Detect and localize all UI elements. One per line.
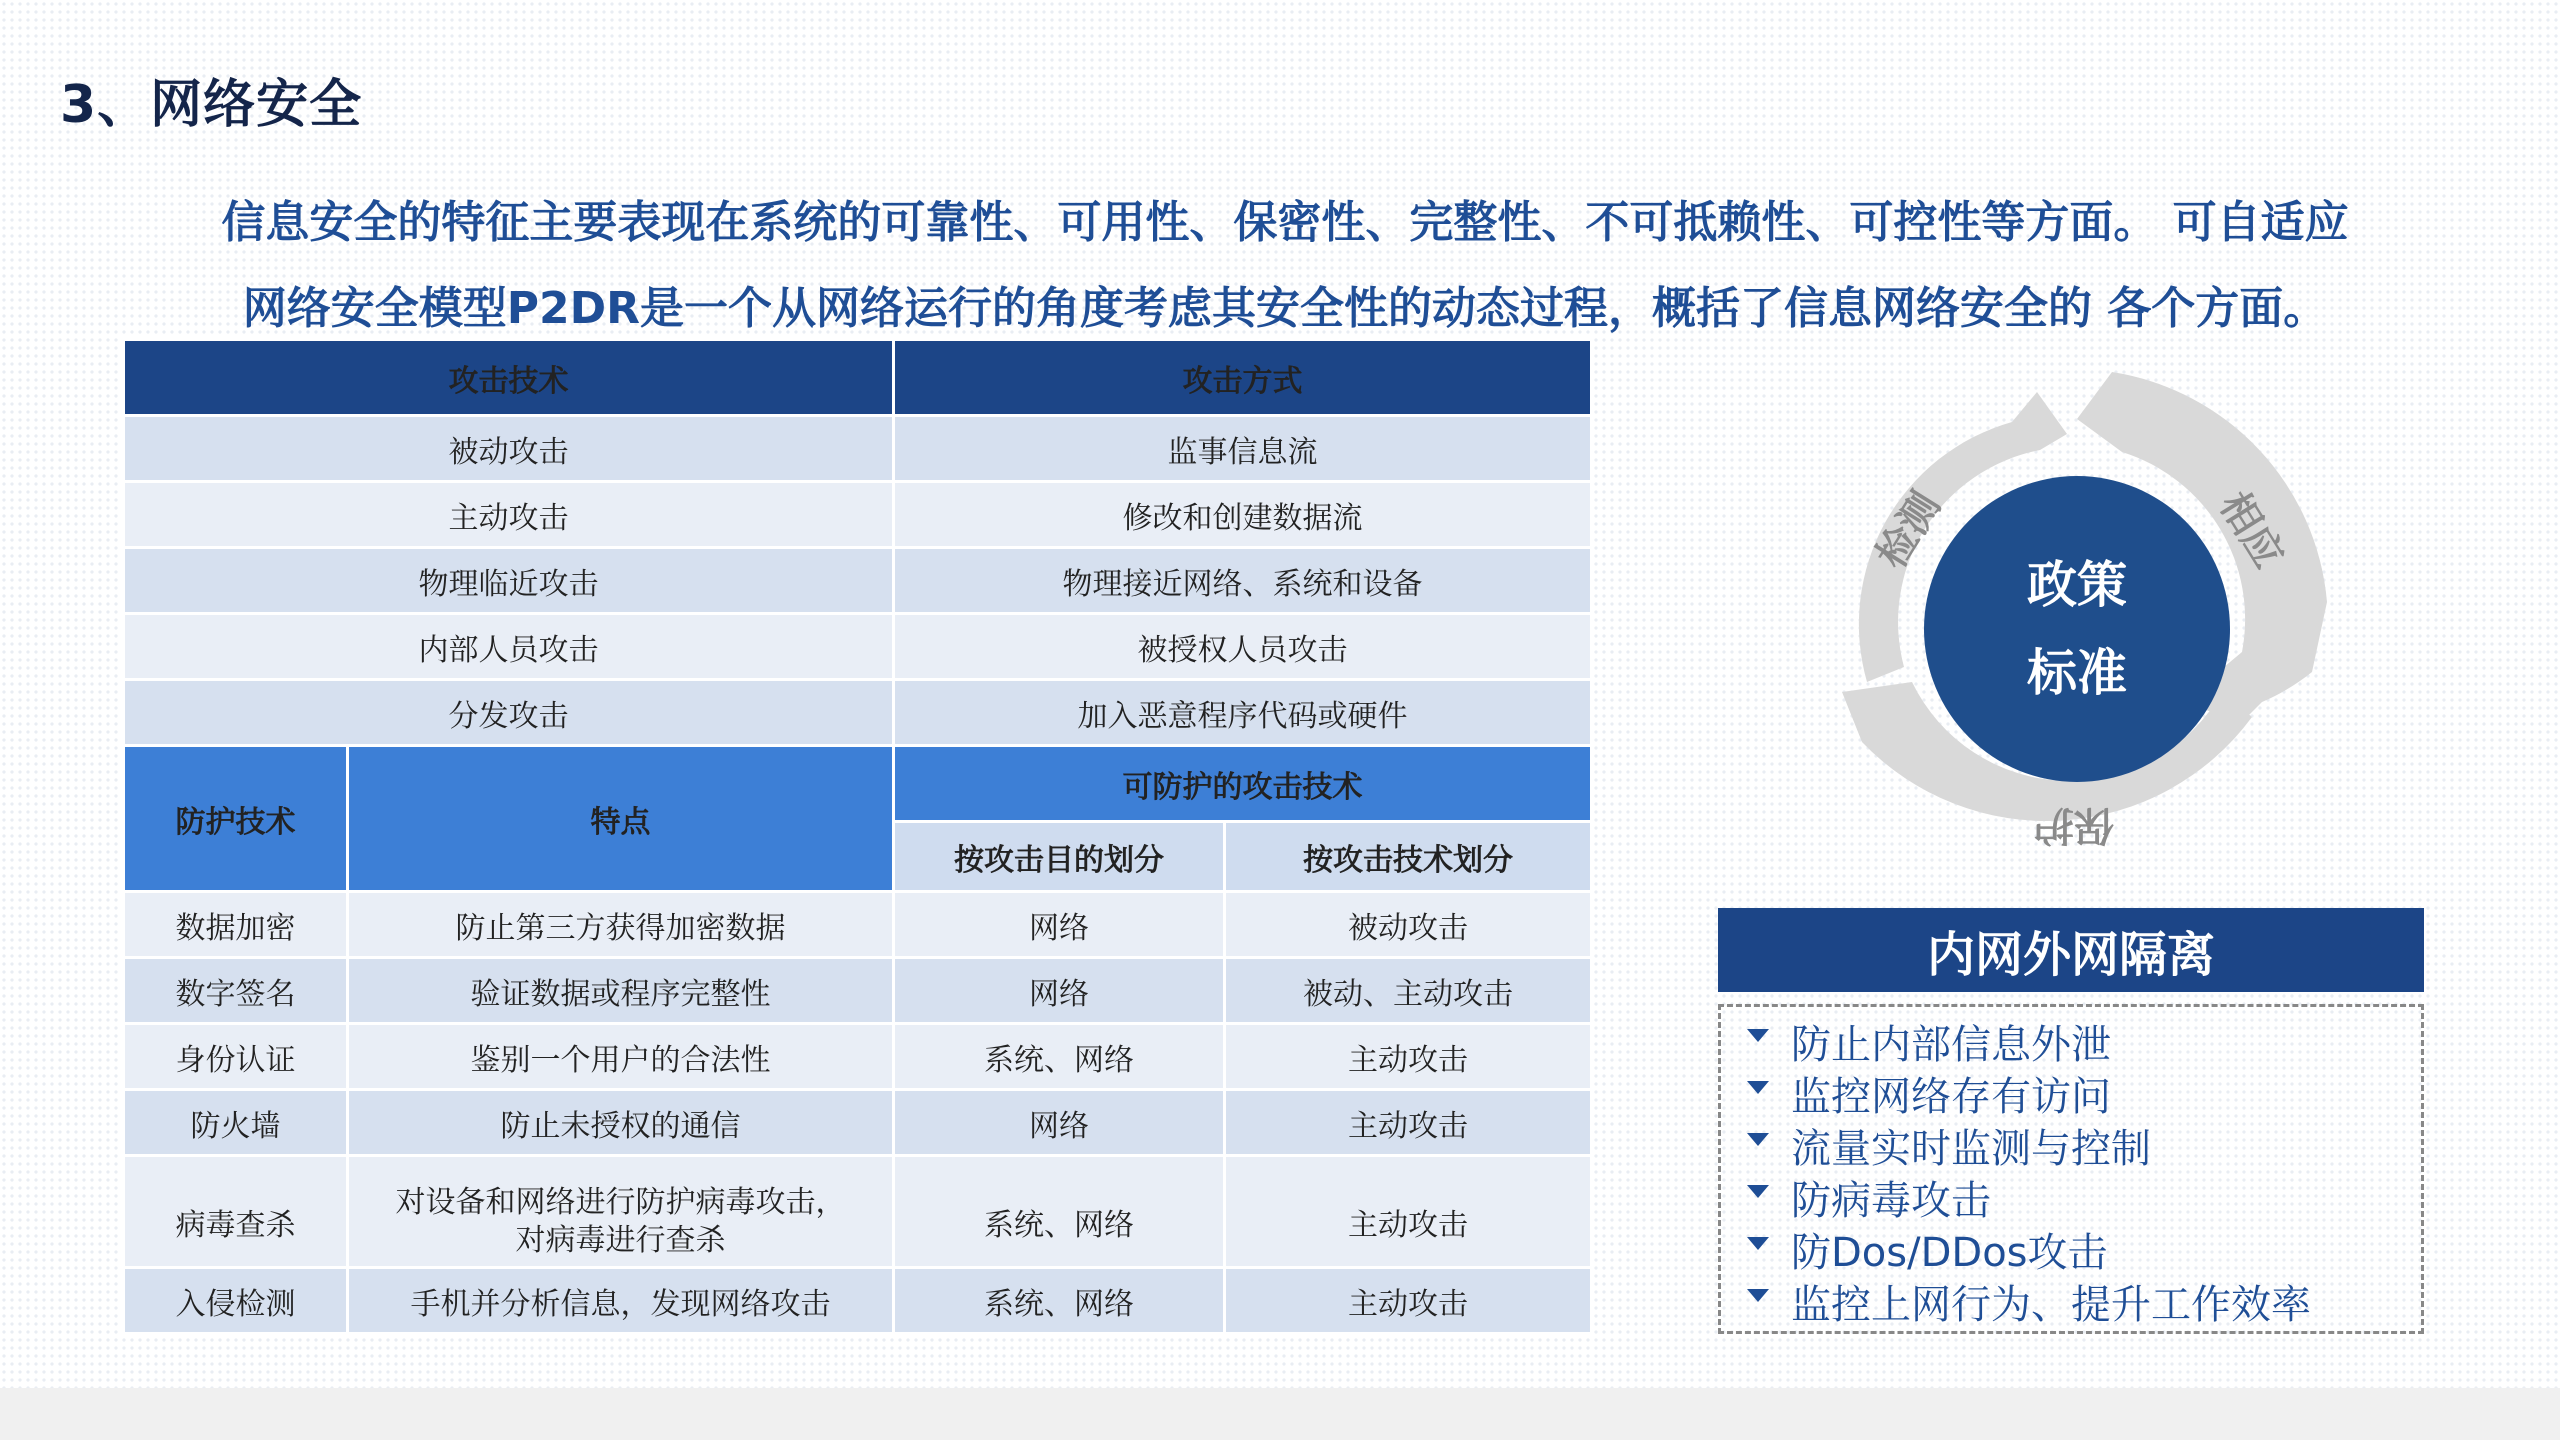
table-row (124, 680, 1592, 746)
table-row (124, 958, 1592, 1024)
table-row (124, 1024, 1592, 1090)
purpose-cell: 系统、网络 (894, 1024, 1225, 1090)
attack-tech-cell: 被动攻击 (124, 416, 894, 482)
list-item-label: 监控上网行为、提升工作效率 (1791, 1281, 2311, 1328)
triangle-bullet-icon (1747, 1289, 1769, 1302)
list-item-label: 防病毒攻击 (1791, 1177, 1991, 1224)
list-item-label: 监控网络存有访问 (1791, 1073, 2111, 1120)
attack-method-cell: 物理接近网络、系统和设备 (894, 548, 1592, 614)
attack-method-cell: 监事信息流 (894, 416, 1592, 482)
feature-cell: 验证数据或程序完整性 (348, 958, 894, 1024)
page-title: 3、网络安全 (60, 75, 363, 135)
header-attack-method: 攻击方式 (894, 340, 1592, 416)
defense-tech-cell: 入侵检测 (124, 1268, 348, 1334)
feature-line-1: 对设备和网络进行防护病毒攻击， (395, 1184, 846, 1220)
technique-cell: 主动攻击 (1225, 1024, 1592, 1090)
feature-cell: 防止未授权的通信 (348, 1090, 894, 1156)
list-item-label: 流量实时监测与控制 (1791, 1125, 2151, 1172)
header-attack-tech: 攻击技术 (124, 340, 894, 416)
purpose-cell: 系统、网络 (894, 1156, 1225, 1268)
feature-line-2: 对病毒进行查杀 (515, 1222, 726, 1258)
list-item-label: 防Dos/DDos攻击 (1791, 1229, 2108, 1276)
triangle-bullet-icon (1747, 1081, 1769, 1094)
attack-method-cell: 被授权人员攻击 (894, 614, 1592, 680)
feature-cell: 防止第三方获得加密数据 (348, 892, 894, 958)
attack-tech-cell: 内部人员攻击 (124, 614, 894, 680)
center-label-line-1: 政策 (2027, 556, 2127, 614)
cycle-label-detect: 检测 (1868, 484, 1950, 577)
cycle-label-respond: 相应 (2210, 484, 2292, 577)
list-item (1747, 1067, 2421, 1119)
purpose-cell: 网络 (894, 892, 1225, 958)
isolation-title: 内网外网隔离 (1718, 908, 2424, 992)
technique-cell: 被动攻击 (1225, 892, 1592, 958)
isolation-list (1718, 1004, 2424, 1334)
center-label-line-2: 标准 (2027, 644, 2127, 702)
defense-tech-cell: 病毒查杀 (124, 1156, 348, 1268)
bottom-band (0, 1388, 2560, 1440)
header-feature: 特点 (348, 746, 894, 892)
defense-tech-cell: 数字签名 (124, 958, 348, 1024)
purpose-cell: 网络 (894, 1090, 1225, 1156)
header-by-technique: 按攻击技术划分 (1225, 822, 1592, 892)
security-table (122, 338, 1593, 1335)
table-row (124, 614, 1592, 680)
attack-method-cell: 加入恶意程序代码或硬件 (894, 680, 1592, 746)
list-item (1747, 1119, 2421, 1171)
defense-tech-cell: 防火墙 (124, 1090, 348, 1156)
triangle-bullet-icon (1747, 1029, 1769, 1042)
intro-line-2: 网络安全模型P2DR是一个从网络运行的角度考虑其安全性的动态过程，概括了信息网络安全的 各个方面。 (242, 283, 2328, 334)
attack-tech-cell: 物理临近攻击 (124, 548, 894, 614)
cycle-label-protect: 保护 (2034, 802, 2114, 848)
header-defense-tech: 防护技术 (124, 746, 348, 892)
technique-cell: 主动攻击 (1225, 1156, 1592, 1268)
purpose-cell: 网络 (894, 958, 1225, 1024)
attack-tech-cell: 主动攻击 (124, 482, 894, 548)
triangle-bullet-icon (1747, 1237, 1769, 1250)
list-item (1747, 1015, 2421, 1067)
defense-tech-cell: 身份认证 (124, 1024, 348, 1090)
attack-tech-cell: 分发攻击 (124, 680, 894, 746)
defense-tech-cell: 数据加密 (124, 892, 348, 958)
technique-cell: 主动攻击 (1225, 1090, 1592, 1156)
list-item (1747, 1275, 2421, 1327)
table-row (124, 1156, 1592, 1268)
intro-paragraph (110, 180, 2460, 352)
table-row (124, 892, 1592, 958)
table-row (124, 416, 1592, 482)
table-row (124, 548, 1592, 614)
header-defendable-attacks: 可防护的攻击技术 (894, 746, 1592, 822)
technique-cell: 被动、主动攻击 (1225, 958, 1592, 1024)
purpose-cell: 系统、网络 (894, 1268, 1225, 1334)
table-row (124, 1090, 1592, 1156)
table-row (124, 1268, 1592, 1334)
triangle-bullet-icon (1747, 1133, 1769, 1146)
triangle-bullet-icon (1747, 1185, 1769, 1198)
table-row (124, 482, 1592, 548)
header-by-purpose: 按攻击目的划分 (894, 822, 1225, 892)
list-item-label: 防止内部信息外泄 (1791, 1021, 2111, 1068)
list-item (1747, 1223, 2421, 1275)
intro-line-1: 信息安全的特征主要表现在系统的可靠性、可用性、保密性、完整性、不可抵赖性、可控性等方面。 可自适应 (221, 197, 2349, 248)
attack-method-cell: 修改和创建数据流 (894, 482, 1592, 548)
list-item (1747, 1171, 2421, 1223)
feature-cell: 手机并分析信息，发现网络攻击 (348, 1268, 894, 1334)
feature-cell: 鉴别一个用户的合法性 (348, 1024, 894, 1090)
policy-standard-circle (1924, 476, 2230, 782)
technique-cell: 主动攻击 (1225, 1268, 1592, 1334)
feature-cell (348, 1156, 894, 1268)
